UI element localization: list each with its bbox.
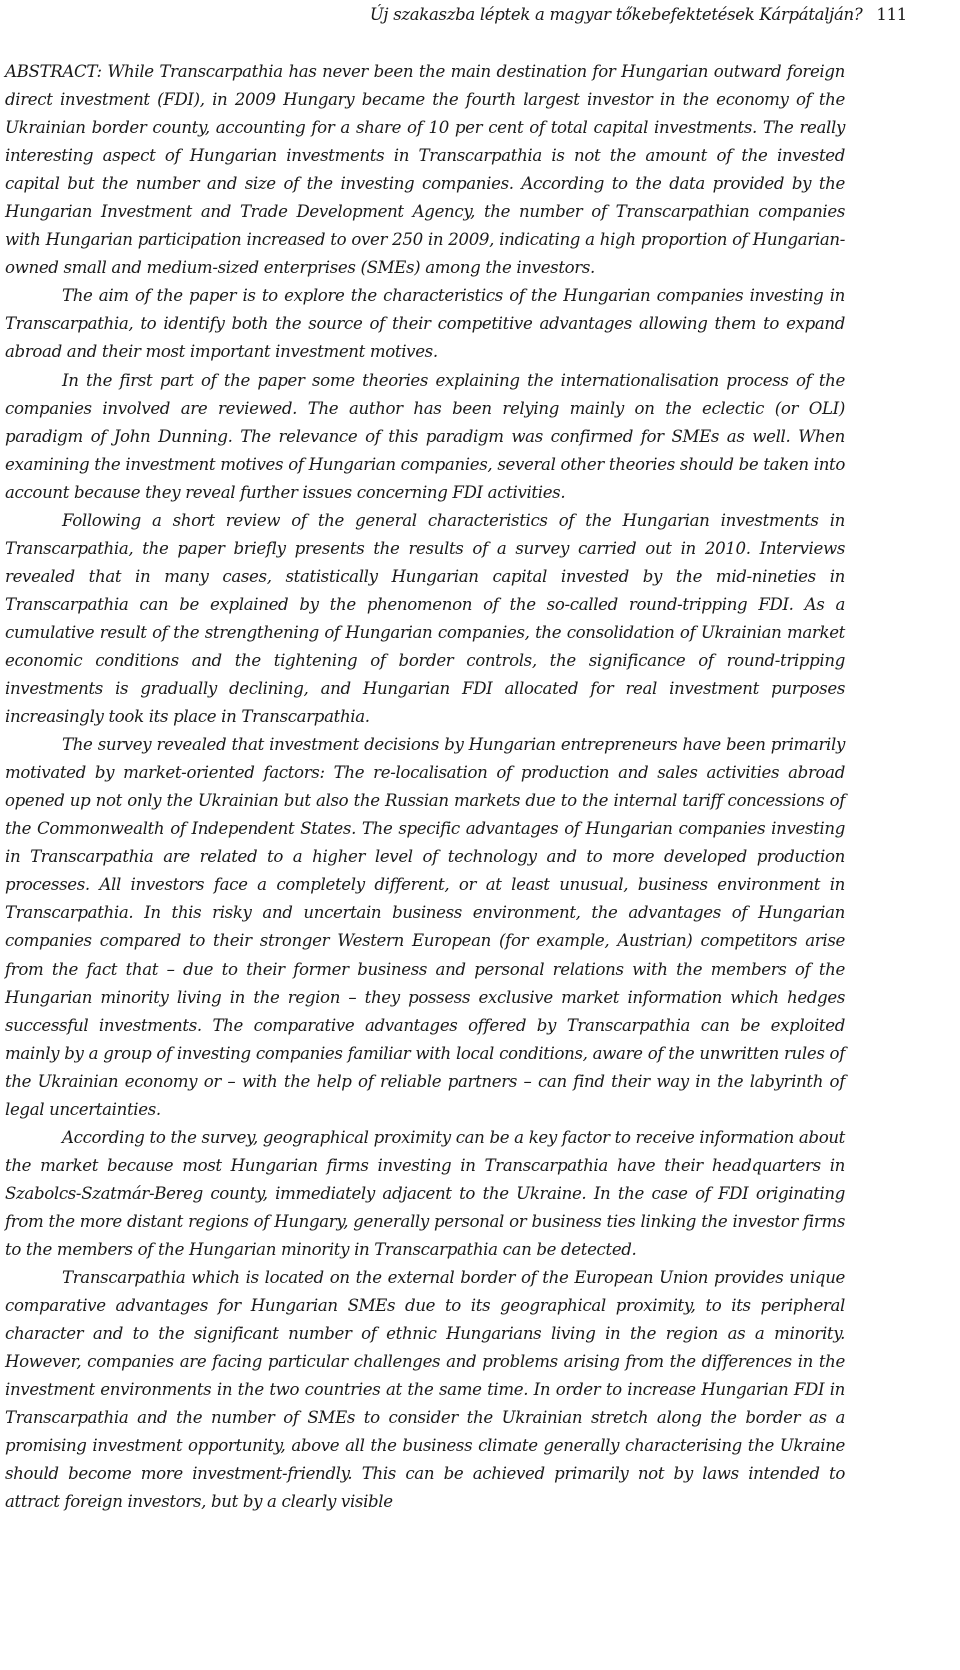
abstract-paragraph-3: In the first part of the paper some theories explaining the internationalisation process of the companies involved are reviewed. The author has been relying mainly on the eclectic (or OLI) paradigm of John Dunning. The relevance of this paradigm was confirmed for SMEs as well. When examining the investment motives of Hungarian companies, several other theories should be taken into account because they reveal further issues concerning FDI activities. <box>5 370 845 502</box>
abstract <box>5 58 845 1516</box>
paper-page <box>5 0 907 1516</box>
abstract-paragraph-2: The aim of the paper is to explore the characteristics of the Hungarian companies investing in Transcarpathia, to identify both the source of their competitive advantages allowing them to expand abroad and their most important investment motives. <box>5 286 845 362</box>
page-number: 111 <box>876 5 907 24</box>
abstract-paragraph-1: ABSTRACT: While Transcarpathia has never been the main destination for Hungarian outward foreign direct investment (FDI), in 2009 Hungary became the fourth largest investor in the economy of the Ukrainian border county, accounting for a share of 10 per cent of total capital investments. The really interesting aspect of Hungarian investments in Transcarpathia is not the amount of the invested capital but the number and size of the investing companies. According to the data provided by the Hungarian Investment and Trade Development Agency, the number of Transcarpathian companies with Hungarian participation increased to over 250 in 2009, indicating a high proportion of Hungarian-owned small and medium-sized enterprises (SMEs) among the investors. <box>5 62 845 278</box>
running-title: Új szakaszba léptek a magyar tőkebefektetések Kárpátalján? <box>369 5 863 24</box>
running-head <box>5 0 907 32</box>
abstract-paragraph-7: Transcarpathia which is located on the external border of the European Union provides unique comparative advantages for Hungarian SMEs due to its geographical proximity, to its peripheral character and to the significant number of ethnic Hungarians living in the region as a minority. However, companies are facing particular challenges and problems arising from the differences in the investment environments in the two countries at the same time. In order to increase Hungarian FDI in Transcarpathia and the number of SMEs to consider the Ukrainian stretch along the border as a promising investment opportunity, above all the business climate generally characterising the Ukraine should become more investment-friendly. This can be achieved primarily not by laws intended to attract foreign investors, but by a clearly visible <box>5 1268 845 1512</box>
abstract-paragraph-6: According to the survey, geographical proximity can be a key factor to receive information about the market because most Hungarian firms investing in Transcarpathia have their headquarters in Szabolcs-Szatmár-Bereg county, immediately adjacent to the Ukraine. In the case of FDI originating from the more distant regions of Hungary, generally personal or business ties linking the investor firms to the members of the Hungarian minority in Transcarpathia can be detected. <box>5 1127 845 1259</box>
abstract-paragraph-4: Following a short review of the general characteristics of the Hungarian investments in Transcarpathia, the paper briefly presents the results of a survey carried out in 2010. Interviews revealed that in many cases, statistically Hungarian capital invested by the mid-nineties in Transcarpathia can be explained by the phenomenon of the so-called round-tripping FDI. As a cumulative result of the strengthening of Hungarian companies, the consolidation of Ukrainian market economic conditions and the tightening of border controls, the significance of round-tripping investments is gradually declining, and Hungarian FDI allocated for real investment purposes increasingly took its place in Transcarpathia. <box>5 510 845 727</box>
abstract-paragraph-5: The survey revealed that investment decisions by Hungarian entrepreneurs have been primarily motivated by market-oriented factors: The re-localisation of production and sales activities abroad opened up not only the Ukrainian but also the Russian markets due to the internal tariff concessions of the Commonwealth of Independent States. The specific advantages of Hungarian companies investing in Transcarpathia are related to a higher level of technology and to more developed production processes. All investors face a completely different, or at least unusual, business environment in Transcarpathia. In this risky and uncertain business environment, the advantages of Hungarian companies compared to their stronger Western European (for example, Austrian) competitors arise from the fact that – due to their former business and personal relations with the members of the Hungarian minority living in the region – they possess exclusive market information which hedges successful investments. The comparative advantages offered by Transcarpathia can be exploited mainly by a group of investing companies familiar with local conditions, aware of the unwritten rules of the Ukrainian economy or – with the help of reliable partners – can find their way in the labyrinth of legal uncertainties. <box>5 735 845 1119</box>
